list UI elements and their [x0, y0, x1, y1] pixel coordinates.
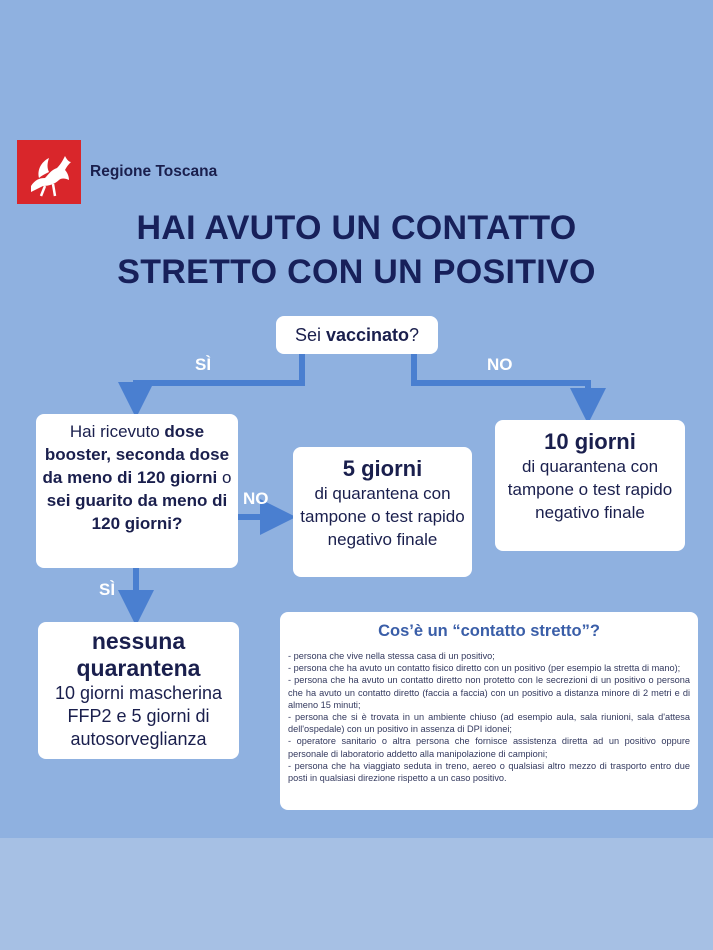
outcome-5-days-headline: 5 giorni [342, 456, 423, 481]
label-yes-top: SÌ [195, 355, 212, 374]
definition-item: - persona che ha avuto un contatto fisico diretto con un positivo (per esempio la stretta di mano); [288, 663, 681, 674]
outcome-10-days [495, 420, 685, 551]
question-booster [36, 414, 238, 568]
question-vaccinated-suffix: ? [409, 325, 420, 345]
definition-item: - operatore sanitario o altra persona che fornisce assistenza diretta ad un positivo oppure personale di laboratorio addetto alla manipolazione di campioni; [288, 736, 690, 759]
outcome-10-days-headline: 10 giorni [544, 429, 636, 454]
label-no-top: NO [487, 355, 513, 374]
outcome-10-days-body: di quarantena con tampone o test rapido negativo finale [507, 457, 673, 522]
question-booster-text-2: o [217, 468, 232, 487]
outcome-no-quarantine-body: 10 giorni mascherina FFP2 e 5 giorni di autosorveglianza [54, 683, 223, 749]
definition-item: - persona che si è trovata in un ambiente chiuso (ad esempio aula, sala riunioni, sala d'attesa dell'ospedale) con un positivo in assenza di DPI idonei; [288, 712, 690, 735]
title-line-2: STRETTO CON UN POSITIVO [117, 253, 596, 291]
outcome-no-quarantine [38, 622, 239, 759]
definition-title: Cos’è un “contatto stretto”? [378, 622, 600, 640]
question-vaccinated-text: Sei [294, 325, 326, 345]
brand-name: Regione Toscana [90, 163, 218, 180]
arrow-yes-top [136, 354, 302, 400]
question-booster-text-1: Hai ricevuto [69, 422, 165, 441]
outcome-5-days [293, 447, 472, 577]
page-title [0, 206, 713, 294]
bottom-strip [0, 838, 713, 950]
definition-box [280, 612, 698, 810]
definition-item: - persona che ha avuto un contatto diretto non protetto con le secrezioni di un positivo o persona che ha avuto un contatto diretto (faccia a faccia) con un positivo a distanza minore di 2 metri e di almeno 15 minuti; [288, 675, 690, 710]
definition-list [288, 650, 690, 784]
question-vaccinated-bold: vaccinato [325, 325, 410, 345]
title-line-1: HAI AVUTO UN CONTATTO [136, 209, 577, 247]
question-booster-bold-1: dose booster, seconda dose da meno di 120 giorni [42, 422, 230, 487]
question-booster-bold-2: sei guarito da meno di 120 giorni? [46, 491, 228, 533]
outcome-no-quarantine-headline: nessuna quarantena [76, 628, 201, 681]
label-no-mid: NO [243, 489, 269, 508]
outcome-5-days-body: di quarantena con tampone o test rapido negativo finale [300, 484, 465, 549]
regione-toscana-logo [17, 140, 81, 204]
label-yes-bottom: SÌ [99, 580, 116, 599]
definition-item: - persona che ha viaggiato seduta in treno, aereo o qualsiasi altro mezzo di trasporto entro due posti in qualsiasi direzione rispetto a un caso positivo. [288, 760, 690, 784]
question-vaccinated [276, 316, 438, 354]
pegasus-icon [17, 140, 81, 204]
definition-item: - persona che vive nella stessa casa di un positivo; [288, 651, 495, 661]
